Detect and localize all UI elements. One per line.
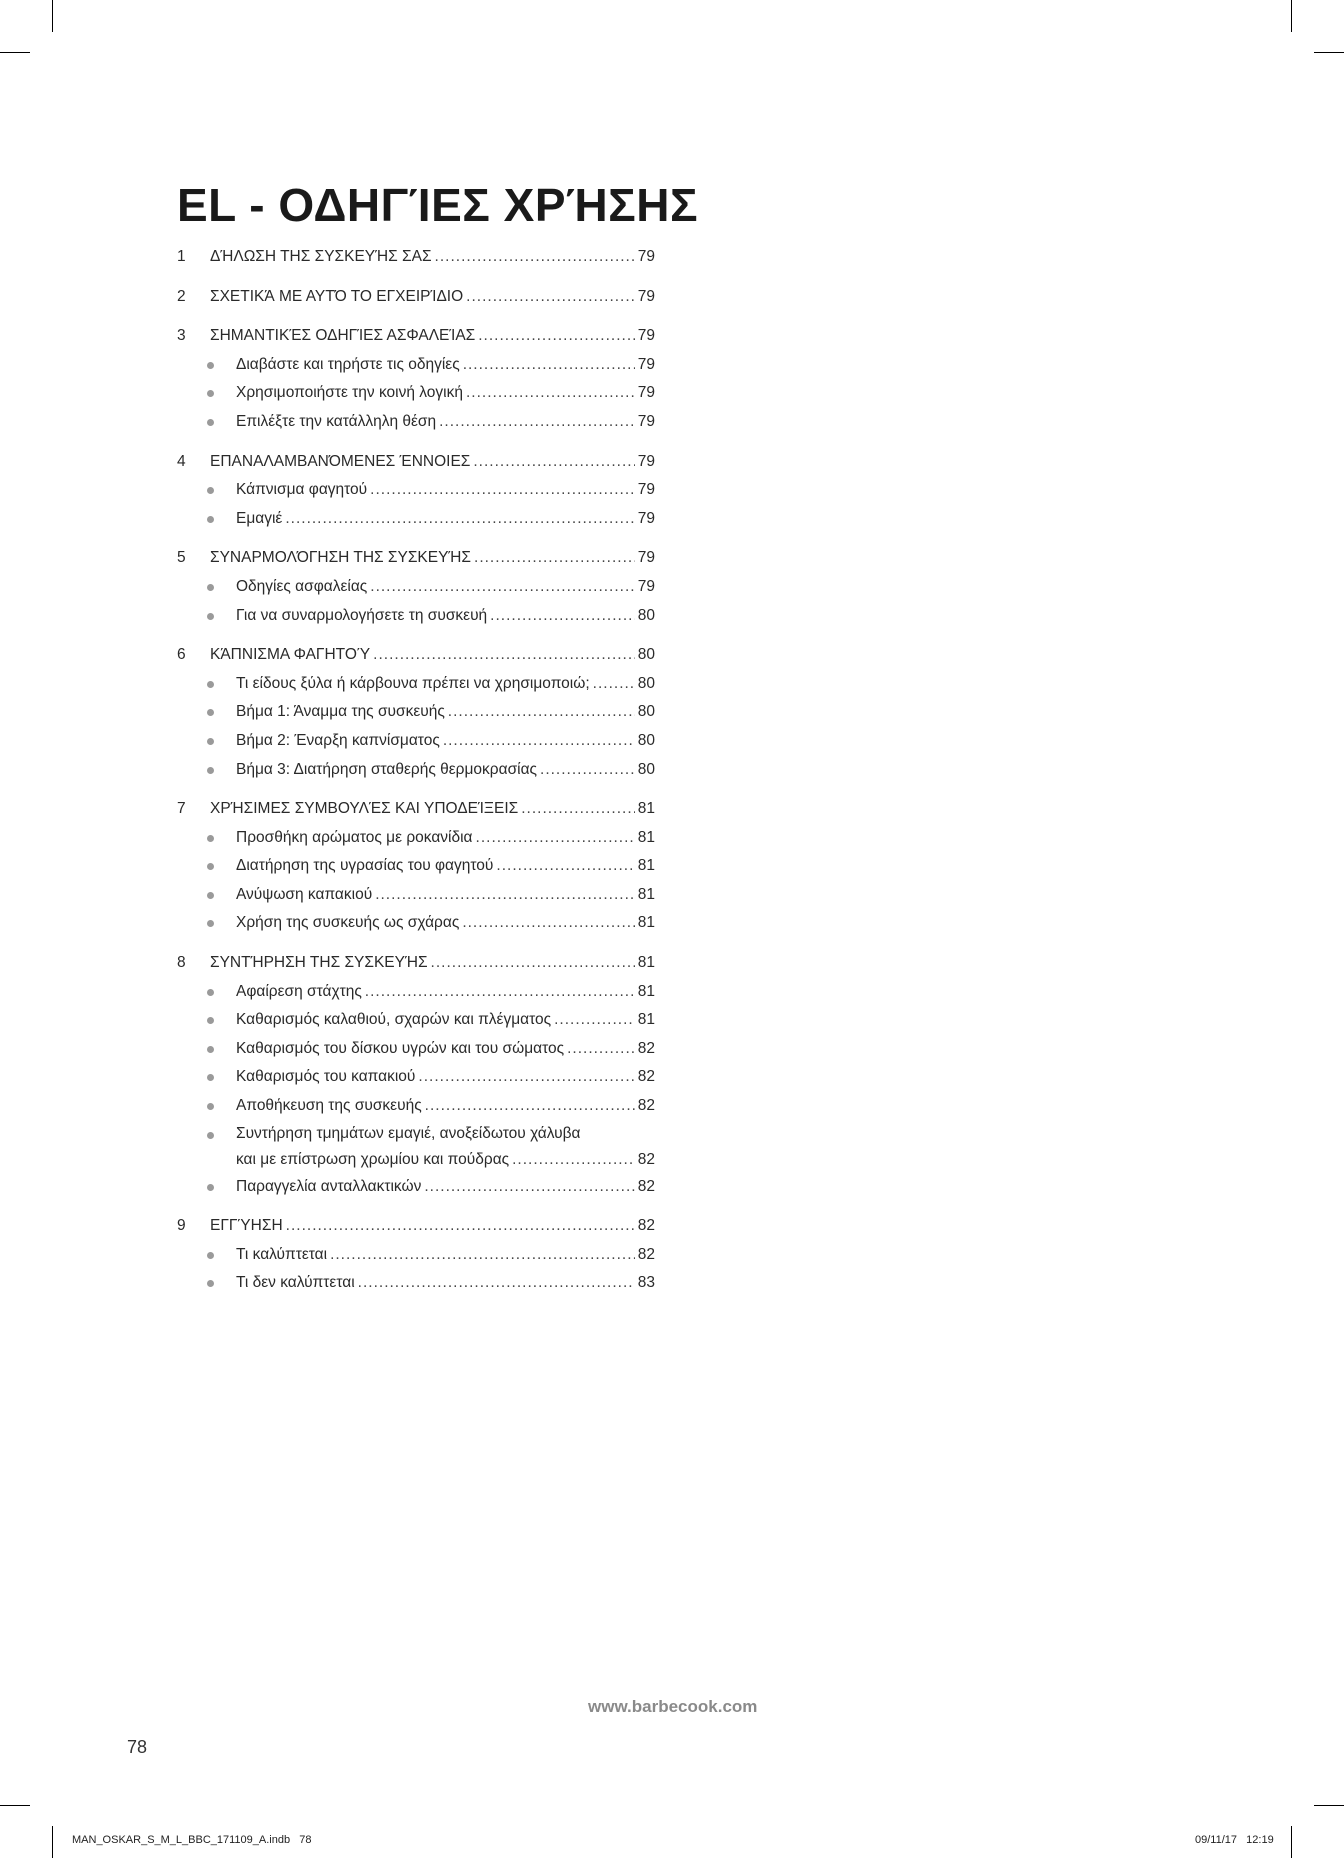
dot-leader xyxy=(521,795,635,824)
bullet-icon xyxy=(207,767,214,774)
dot-leader xyxy=(554,1006,635,1035)
toc-section xyxy=(177,283,655,312)
toc-subentry xyxy=(177,351,655,380)
website-url: www.barbecook.com xyxy=(588,1697,758,1716)
crop-mark xyxy=(1291,1826,1292,1858)
bullet-icon xyxy=(207,1132,214,1139)
bullet-icon xyxy=(207,709,214,716)
toc-section xyxy=(177,322,655,436)
toc-subentry xyxy=(177,379,655,408)
subentry-page: 82 xyxy=(637,1068,655,1086)
subentry-title: Ανύψωση καπακιού xyxy=(236,885,373,903)
bullet-icon xyxy=(207,613,214,620)
bullet-icon xyxy=(207,1017,214,1024)
dot-leader xyxy=(512,1146,635,1173)
dot-leader xyxy=(439,408,635,437)
dot-leader xyxy=(286,1212,635,1241)
footer-date-time: 09/11/17 12:19 xyxy=(1195,1834,1274,1846)
subentry-title: Αφαίρεση στάχτης xyxy=(236,982,362,1000)
subentry-title: Καθαρισμός του δίσκου υγρών και του σώματος xyxy=(236,1039,565,1057)
toc-entry xyxy=(177,322,655,351)
crop-mark xyxy=(0,52,30,53)
subentry-title: Διατήρηση της υγρασίας του φαγητού xyxy=(236,857,494,875)
toc-subentry xyxy=(177,909,655,938)
toc-section xyxy=(177,641,655,784)
section-page: 79 xyxy=(637,452,655,470)
toc-entry xyxy=(177,1212,655,1241)
subentry-title: Βήμα 1: Άναμμα της συσκευής xyxy=(236,703,445,721)
crop-mark xyxy=(52,1826,53,1858)
bullet-icon xyxy=(207,516,214,523)
subentry-page: 81 xyxy=(637,885,655,903)
section-title: ΧΡΉΣΙΜΕΣ ΣΥΜΒΟΥΛΈΣ ΚΑΙ ΥΠΟΔΕΊΞΕΙΣ xyxy=(210,800,519,818)
dot-leader xyxy=(540,756,635,785)
table-of-contents xyxy=(177,243,655,1309)
subentry-page: 83 xyxy=(637,1274,655,1292)
toc-entry xyxy=(177,283,655,312)
section-page: 79 xyxy=(637,287,655,305)
section-title: ΣΥΝΤΉΡΗΣΗ ΤΗΣ ΣΥΣΚΕΥΉΣ xyxy=(210,954,428,972)
subentry-page: 81 xyxy=(637,828,655,846)
toc-entry xyxy=(177,243,655,272)
subentry-title: Τι καλύπτεται xyxy=(236,1245,328,1263)
footer-file-name: MAN_OSKAR_S_M_L_BBC_171109_A.indb 78 xyxy=(72,1834,312,1846)
section-number: 8 xyxy=(177,954,186,972)
section-page: 80 xyxy=(637,646,655,664)
section-page: 81 xyxy=(637,954,655,972)
subentry-page: 80 xyxy=(637,606,655,624)
toc-subentry xyxy=(177,978,655,1007)
toc-subentry xyxy=(177,881,655,910)
dot-leader xyxy=(473,448,634,477)
toc-subentry xyxy=(177,1006,655,1035)
dot-leader xyxy=(418,1063,634,1092)
subentry-title: Συντήρηση τμημάτων εμαγιέ, ανοξείδωτου χάλυβα xyxy=(236,1124,581,1142)
dot-leader xyxy=(463,351,635,380)
dot-leader xyxy=(443,727,635,756)
section-number: 1 xyxy=(177,248,186,265)
dot-leader xyxy=(370,476,635,505)
toc-subentry xyxy=(177,852,655,881)
toc-subentry xyxy=(177,1035,655,1064)
subentry-page: 80 xyxy=(637,731,655,749)
bullet-icon xyxy=(207,681,214,688)
subentry-title-continued: και με επίστρωση χρωμίου και πούδρας xyxy=(236,1150,510,1168)
dot-leader xyxy=(365,978,635,1007)
section-title: ΔΉΛΩΣΗ ΤΗΣ ΣΥΣΚΕΥΉΣ ΣΑΣ xyxy=(210,248,432,265)
subentry-title: Τι είδους ξύλα ή κάρβουνα πρέπει να χρησιμοποιώ; xyxy=(236,674,590,692)
bullet-icon xyxy=(207,1103,214,1110)
subentry-page: 79 xyxy=(637,355,655,373)
dot-leader xyxy=(375,881,635,910)
toc-entry xyxy=(177,949,655,978)
dot-leader xyxy=(358,1269,635,1298)
toc-entry xyxy=(177,448,655,477)
toc-subentry xyxy=(177,698,655,727)
dot-leader xyxy=(478,322,635,351)
dot-leader xyxy=(466,283,635,312)
subentry-page: 82 xyxy=(637,1039,655,1057)
section-number: 9 xyxy=(177,1217,186,1235)
dot-leader xyxy=(490,602,635,631)
section-title: ΕΠΑΝΑΛΑΜΒΑΝΌΜΕΝΕΣ ΈΝΝΟΙΕΣ xyxy=(210,452,471,470)
subentry-page: 79 xyxy=(637,509,655,527)
bullet-icon xyxy=(207,892,214,899)
toc-subentry xyxy=(177,1241,655,1270)
bullet-icon xyxy=(207,419,214,426)
toc-section xyxy=(177,544,655,630)
subentry-title: Προσθήκη αρώματος με ροκανίδια xyxy=(236,828,473,846)
dot-leader xyxy=(474,544,635,573)
dot-leader xyxy=(567,1035,635,1064)
toc-subentry xyxy=(177,670,655,699)
bullet-icon xyxy=(207,989,214,996)
toc-subentry xyxy=(177,1173,655,1202)
bullet-icon xyxy=(207,920,214,927)
bullet-icon xyxy=(207,863,214,870)
crop-mark xyxy=(52,0,53,32)
dot-leader xyxy=(424,1173,634,1202)
bullet-icon xyxy=(207,487,214,494)
subentry-page: 79 xyxy=(637,481,655,499)
subentry-title: Τι δεν καλύπτεται xyxy=(236,1274,355,1292)
bullet-icon xyxy=(207,1074,214,1081)
subentry-title: Παραγγελία ανταλλακτικών xyxy=(236,1177,422,1195)
dot-leader xyxy=(370,573,634,602)
section-title: ΕΓΓΎΗΣΗ xyxy=(210,1217,283,1235)
toc-entry xyxy=(177,544,655,573)
subentry-page: 79 xyxy=(637,384,655,402)
subentry-title: Καθαρισμός καλαθιού, σχαρών και πλέγματος xyxy=(236,1011,552,1029)
subentry-page: 80 xyxy=(637,674,655,692)
bullet-icon xyxy=(207,362,214,369)
dot-leader xyxy=(462,909,634,938)
toc-section xyxy=(177,795,655,938)
section-page: 81 xyxy=(637,800,655,818)
subentry-title: Επιλέξτε την κατάλληλη θέση xyxy=(236,412,437,430)
toc-section xyxy=(177,448,655,534)
bullet-icon xyxy=(207,1046,214,1053)
dot-leader xyxy=(285,505,634,534)
bullet-icon xyxy=(207,390,214,397)
subentry-title: Βήμα 2: Έναρξη καπνίσματος xyxy=(236,731,440,749)
section-number: 5 xyxy=(177,549,186,567)
subentry-page: 82 xyxy=(637,1097,655,1115)
section-number: 7 xyxy=(177,800,186,818)
section-page: 82 xyxy=(637,1217,655,1235)
toc-section xyxy=(177,1212,655,1298)
page-title: EL - ΟΔΗΓΊΕΣ ΧΡΉΣΗΣ xyxy=(177,179,699,231)
toc-subentry xyxy=(177,727,655,756)
subentry-title: Οδηγίες ασφαλείας xyxy=(236,577,368,595)
toc-subentry xyxy=(177,1092,655,1121)
subentry-page: 81 xyxy=(637,914,655,932)
toc-subentry xyxy=(177,1121,655,1173)
section-page: 79 xyxy=(637,549,655,567)
dot-leader xyxy=(476,824,635,853)
dot-leader xyxy=(466,379,635,408)
bullet-icon xyxy=(207,1252,214,1259)
dot-leader xyxy=(425,1092,635,1121)
section-number: 6 xyxy=(177,646,186,664)
toc-subentry xyxy=(177,756,655,785)
subentry-title: Κάπνισμα φαγητού xyxy=(236,481,368,499)
crop-mark xyxy=(0,1805,30,1806)
section-title: ΣΗΜΑΝΤΙΚΈΣ ΟΔΗΓΊΕΣ ΑΣΦΑΛΕΊΑΣ xyxy=(210,327,476,345)
subentry-title: Βήμα 3: Διατήρηση σταθερής θερμοκρασίας xyxy=(236,760,538,778)
toc-section xyxy=(177,243,655,272)
subentry-page: 80 xyxy=(637,760,655,778)
subentry-page: 82 xyxy=(637,1177,655,1195)
bullet-icon xyxy=(207,584,214,591)
toc-subentry xyxy=(177,573,655,602)
toc-subentry xyxy=(177,1063,655,1092)
dot-leader xyxy=(435,243,635,272)
section-title: ΚΆΠΝΙΣΜΑ ΦΑΓΗΤΟΎ xyxy=(210,646,371,664)
bullet-icon xyxy=(207,738,214,745)
subentry-title: Για να συναρμολογήσετε τη συσκευή xyxy=(236,606,488,624)
section-number: 2 xyxy=(177,287,186,305)
bullet-icon xyxy=(207,1184,214,1191)
toc-subentry xyxy=(177,602,655,631)
toc-subentry xyxy=(177,408,655,437)
bullet-icon xyxy=(207,835,214,842)
subentry-title: Διαβάστε και τηρήστε τις οδηγίες xyxy=(236,355,460,373)
dot-leader xyxy=(373,641,635,670)
subentry-title: Καθαρισμός του καπακιού xyxy=(236,1068,416,1086)
section-page: 79 xyxy=(637,327,655,345)
crop-mark xyxy=(1291,0,1292,32)
crop-mark xyxy=(1314,52,1344,53)
toc-entry xyxy=(177,795,655,824)
bullet-icon xyxy=(207,1280,214,1287)
dot-leader xyxy=(496,852,634,881)
subentry-title: Χρησιμοποιήστε την κοινή λογική xyxy=(236,384,463,402)
subentry-page: 80 xyxy=(637,703,655,721)
toc-subentry xyxy=(177,824,655,853)
subentry-title: Χρήση της συσκευής ως σχάρας xyxy=(236,914,460,932)
crop-mark xyxy=(1314,1805,1344,1806)
subentry-page: 81 xyxy=(637,1011,655,1029)
subentry-page: 82 xyxy=(637,1245,655,1263)
dot-leader xyxy=(330,1241,635,1270)
toc-subentry xyxy=(177,476,655,505)
subentry-page: 79 xyxy=(637,577,655,595)
toc-subentry xyxy=(177,1269,655,1298)
subentry-title: Εμαγιέ xyxy=(236,509,283,527)
dot-leader xyxy=(593,670,635,699)
subentry-page: 81 xyxy=(637,982,655,1000)
subentry-page: 79 xyxy=(637,412,655,430)
subentry-page: 81 xyxy=(637,857,655,875)
toc-section xyxy=(177,949,655,1201)
subentry-title: Αποθήκευση της συσκευής xyxy=(236,1097,422,1115)
toc-entry xyxy=(177,641,655,670)
toc-subentry xyxy=(177,505,655,534)
section-number: 3 xyxy=(177,327,186,345)
section-page: 79 xyxy=(637,248,655,265)
dot-leader xyxy=(431,949,635,978)
subentry-page: 82 xyxy=(637,1150,655,1168)
section-title: ΣΧΕΤΙΚΆ ΜΕ ΑΥΤΌ ΤΟ ΕΓΧΕΙΡΊΔΙΟ xyxy=(210,287,464,305)
section-title: ΣΥΝΑΡΜΟΛΌΓΗΣΗ ΤΗΣ ΣΥΣΚΕΥΉΣ xyxy=(210,549,472,567)
section-number: 4 xyxy=(177,452,186,470)
dot-leader xyxy=(448,698,635,727)
page-number: 78 xyxy=(127,1737,148,1757)
